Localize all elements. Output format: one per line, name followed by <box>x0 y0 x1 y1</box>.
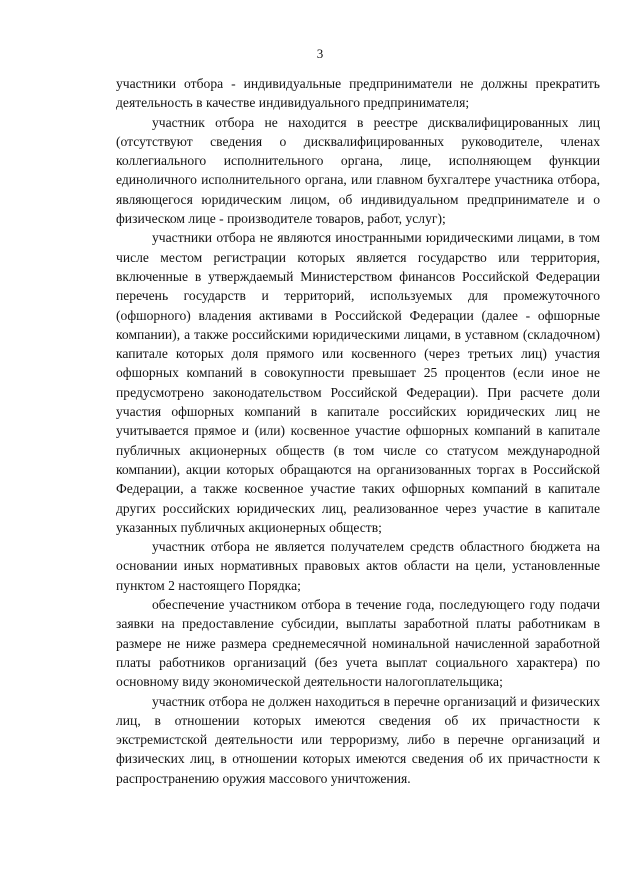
paragraph-budget-recipient: участник отбора не является получателем средств областного бюджета на основании иных нормативных правовых актов области на цели, установленные пунктом 2 настоящего Порядка; <box>116 539 600 593</box>
paragraph-extremism-list: участник отбора не должен находиться в перечне организаций и физических лиц, в отношении которых имеются сведения об их причастности к экстремистской деятельности или терроризму, либо в перечне организаций и физических лиц, в отношении которых имеются сведения об их причастности к распространению оружия массового уничтожения. <box>116 693 600 786</box>
paragraph-entrepreneur-activity: участники отбора - индивидуальные предприниматели не должны прекратить деятельность в качестве индивидуального предпринимателя; <box>116 76 600 111</box>
paragraph-salary-requirement: обеспечение участником отбора в течение года, последующего году подачи заявки на предоставление субсидии, выплаты заработной платы работникам в размере не ниже размера среднемесячной номинальной начисленной заработной платы работников организаций (без учета выплат социального характера) по основному виду экономической деятельности налогоплательщика; <box>116 597 600 690</box>
document-body <box>116 74 600 788</box>
page-number: 3 <box>316 46 324 61</box>
paragraph-offshore-companies: участники отбора не являются иностранными юридическими лицами, в том числе местом регистрации которых является государство или территория, включенные в утверждаемый Министерством финансов Российской Федерации перечень государств и территорий, используемых для промежуточного (офшорного) владения активами в Российской Федерации (далее - офшорные компании), а также российскими юридическими лицами, в уставном (складочном) капитале которых доля прямого или косвенного (через третьих лиц) участия офшорных компаний в совокупности превышает 25 процентов (если иное не предусмотрено законодательством Российской Федерации). При расчете доли участия офшорных компаний в капитале российских юридических лиц не учитывается прямое и (или) косвенное участие офшорных компаний в капитале публичных акционерных обществ (в том числе со статусом международной компании), акции которых обращаются на организованных торгах в Российской Федерации, а также косвенное участие таких офшорных компаний в капитале других российских юридических лиц, реализованное через участие в капитале указанных публичных акционерных обществ; <box>116 230 600 535</box>
paragraph-disqualified-registry: участник отбора не находится в реестре дисквалифицированных лиц (отсутствуют сведения о дисквалифицированных руководителе, членах коллегиального исполнительного органа, лице, исполняющем функции единоличного исполнительного органа, или главном бухгалтере участника отбора, являющегося юридическим лицом, об индивидуальном предпринимателе и о физическом лице - производителе товаров, работ, услуг); <box>116 114 600 227</box>
